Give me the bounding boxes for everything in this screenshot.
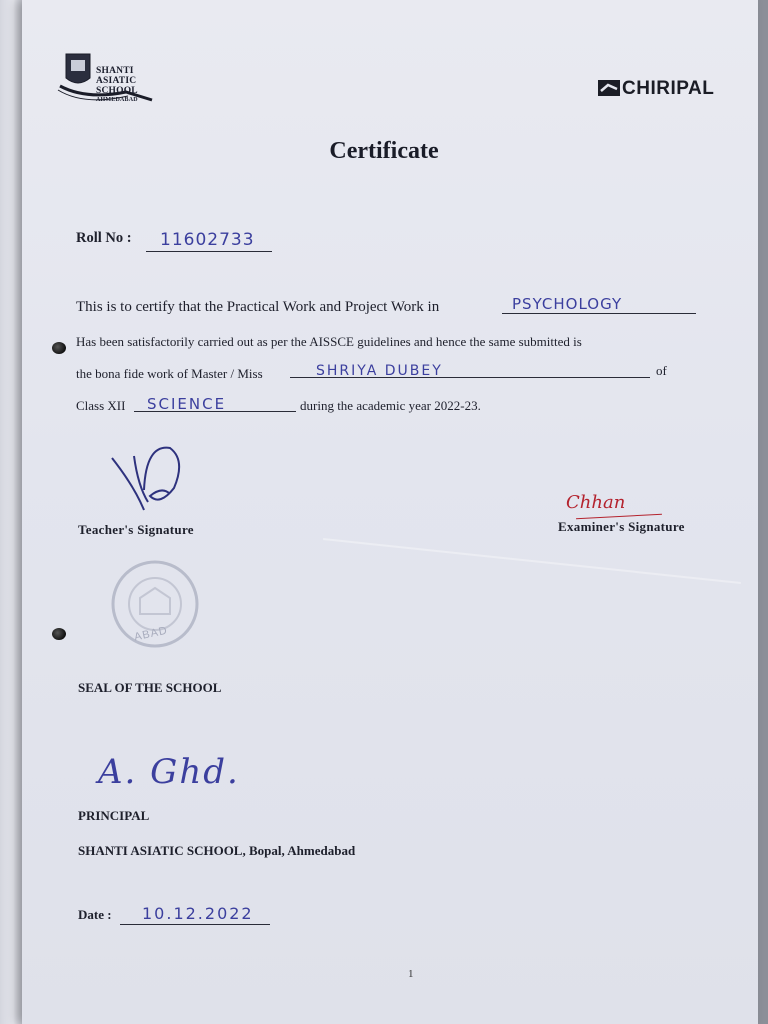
brand-logo: CHIRIPAL (598, 78, 714, 100)
school-address: SHANTI ASIATIC SCHOOL, Bopal, Ahmedabad (78, 843, 356, 858)
roll-no-value: 11602733 (160, 230, 255, 250)
subject-value: PSYCHOLOGY (512, 295, 623, 313)
date-label: Date : (78, 907, 112, 922)
principal-signature: A. Ghd. (98, 752, 240, 792)
bona-fide-text: the bona fide work of Master / Miss (76, 366, 263, 381)
teacher-signature-label: Teacher's Signature (78, 522, 194, 537)
guidelines-text: Has been satisfactorily carried out as per the AISSCE guidelines and hence the same submitted is (76, 334, 582, 349)
roll-no-label: Roll No : (76, 230, 132, 246)
binder-hole (52, 628, 66, 640)
date-value: 10.12.2022 (142, 904, 254, 923)
student-name-underline (290, 377, 650, 378)
stream-underline (134, 411, 296, 412)
chiripal-mark-icon (598, 80, 620, 96)
academic-year-text: during the academic year 2022-23. (300, 398, 481, 413)
seal-text: ABAD (133, 624, 169, 644)
examiner-signature: Chhan (566, 492, 626, 513)
page-number: 1 (408, 968, 414, 980)
of-text: of (656, 363, 667, 378)
certify-text: This is to certify that the Practical Work and Project Work in (76, 299, 440, 315)
certificate-title: Certificate (329, 138, 439, 164)
roll-no-underline (146, 251, 272, 252)
school-name-logo: SHANTI ASIATIC SCHOOL AHMEDABAD (96, 66, 138, 103)
student-name-value: SHRIYA DUBEY (316, 363, 443, 379)
seal-label: SEAL OF THE SCHOOL (78, 680, 222, 695)
class-label: Class XII (76, 398, 126, 413)
date-underline (120, 924, 270, 925)
principal-label: PRINCIPAL (78, 808, 150, 823)
paper-crease (323, 538, 741, 584)
subject-underline (502, 313, 696, 314)
binder-hole (52, 342, 66, 354)
teacher-signature-icon (104, 436, 188, 512)
stream-value: SCIENCE (147, 395, 227, 413)
examiner-signature-label: Examiner's Signature (558, 519, 685, 534)
